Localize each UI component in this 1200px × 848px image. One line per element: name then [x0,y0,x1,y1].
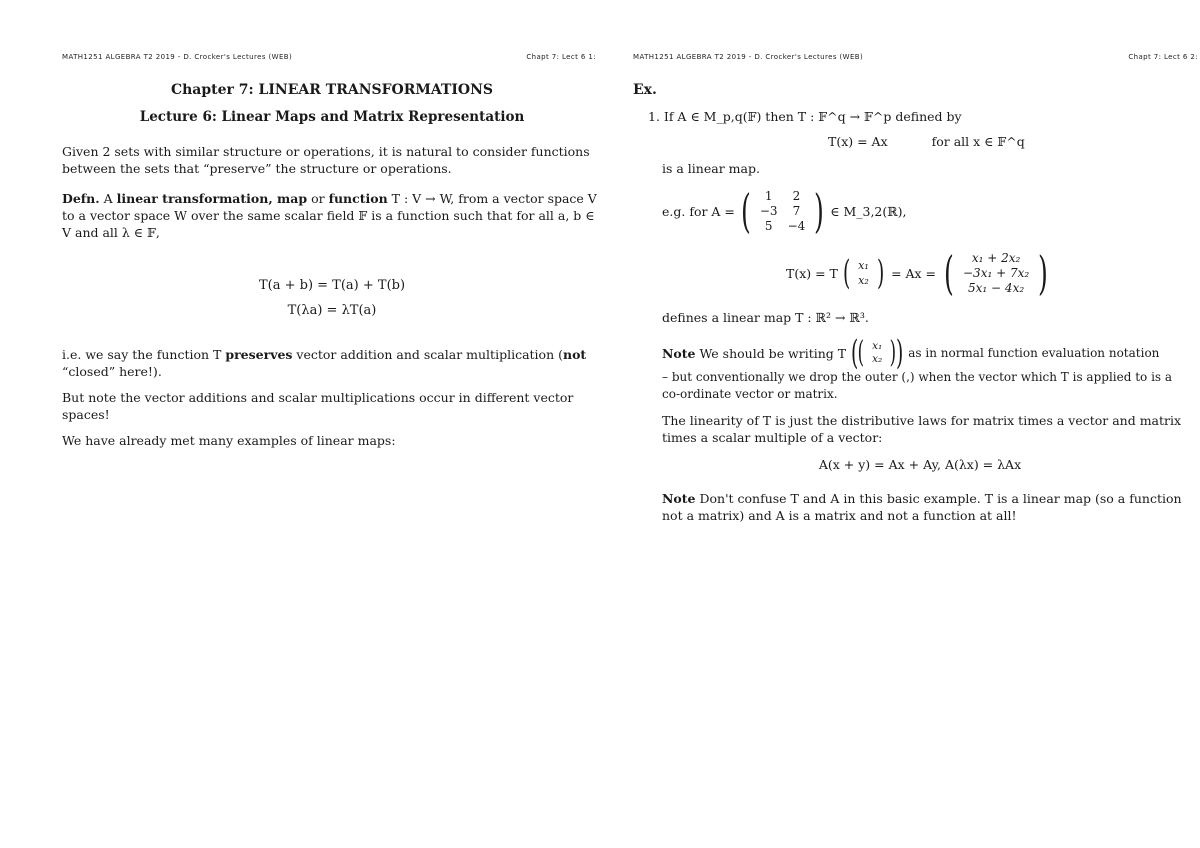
vec-left-paren: ( [842,253,851,293]
defn-label: Defn. [62,191,100,206]
note1-post: as in normal function evaluation notation [908,346,1160,360]
ie-not: not [562,347,587,362]
result-left-paren: ( [944,246,954,300]
preserves-paragraph [62,346,602,380]
result-right-paren: ) [1038,246,1049,300]
item1-text: 1. If A ∈ M_p,q(𝔽) then T : 𝔽^q → 𝔽^p defined by [648,109,962,124]
matrix-a-cell: 7 [792,203,801,218]
result-entry: −3x₁ + 7x₂ [963,265,1030,280]
result-entry: 5x₁ − 4x₂ [968,280,1025,295]
linearity-paragraph: The linearity of T is just the distributive laws for matrix times a vector and matrix times a scalar multiple of a vector: [662,413,1182,445]
matrix-a-cell: 5 [764,218,773,233]
right-header: MATH1251 ALGEBRA T2 2019 - D. Crocker's Lectures (WEB) [633,53,864,61]
vector-x-entry: x₂ [858,274,869,287]
tx-mid: = Ax = [891,265,937,281]
matrix-a-cell: −3 [759,203,778,218]
right-page-number: Chapt 7: Lect 6 2: [1128,53,1198,61]
item1-eq-right: for all x ∈ 𝔽^q [931,134,1025,149]
defn-or: or [307,191,329,206]
eg-prefix: e.g. for A = [662,203,735,219]
equation-additivity: T(a + b) = T(a) + T(b) [258,278,406,293]
left-header: MATH1251 ALGEBRA T2 2019 - D. Crocker's Lectures (WEB) [62,53,293,61]
outer-left-paren: ( [851,333,859,373]
result-entry: x₁ + 2x₂ [971,250,1021,265]
note-vector-entry: x₂ [872,353,883,365]
example-label: Ex. [633,82,657,98]
vector-x [853,258,874,288]
defn-terms: linear transformation, map [116,191,308,206]
lecture-title: Lecture 6: Linear Maps and Matrix Representation [139,109,525,125]
matrix-a [755,189,810,234]
note1-pre: We should be writing T [695,345,847,361]
left-page-number: Chapt 7: Lect 6 1: [526,53,596,61]
matrix-a-cell: −4 [787,218,806,233]
note1-line [662,333,1160,373]
definition-paragraph [62,190,607,241]
outer-right-paren: ) [895,333,904,373]
vector-x-entry: x₁ [858,259,869,272]
eg-suffix: ∈ M_3,2(ℝ), [830,203,907,219]
ie-preserves: preserves [225,347,293,362]
item1-eq-left: T(x) = Ax [828,134,888,149]
note1-label: Note [662,345,696,361]
note2-label: Note [662,491,696,506]
tx-prefix: T(x) = T [786,265,838,281]
is-linear-map: is a linear map. [662,161,760,176]
defn-function: function [328,191,388,206]
equation-homogeneity: T(λa) = λT(a) [287,303,377,318]
result-vector [958,251,1034,296]
matrix-right-paren: ) [814,184,825,238]
defn-a: A [99,191,117,206]
ie-pre: i.e. we say the function T [62,347,226,362]
right-page [600,0,1200,848]
note-vector-entry: x₁ [872,340,883,352]
but-note-paragraph: But note the vector additions and scalar multiplications occur in different vector spaces! [62,390,574,422]
distributive-equation: A(x + y) = Ax + Ay, A(λx) = λAx [818,457,1022,472]
ie-post: “closed” here!). [62,364,162,379]
inner-right-paren: ) [889,335,897,370]
note-vector-x [867,340,887,366]
note2-text: Don't confuse T and A in this basic example. T is a linear map (so a function not a matrix) and A is a matrix and not a function at all! [662,491,1182,523]
note2-paragraph [662,490,1182,524]
already-met-paragraph: We have already met many examples of linear maps: [62,433,396,448]
tx-equation-line [786,244,1052,302]
intro-paragraph: Given 2 sets with similar structure or operations, it is natural to consider functions between the sets that “preserve” the structure or operations. [62,144,590,176]
item1-equation [828,134,1025,149]
chapter-title: Chapter 7: LINEAR TRANSFORMATIONS [170,82,494,98]
defines-linear-map: defines a linear map T : ℝ² → ℝ³. [662,310,869,325]
matrix-a-cell: 1 [764,188,773,203]
vec-right-paren: ) [876,253,885,293]
ie-mid: vector addition and scalar multiplication ( [292,347,563,362]
defn-rest: T : V → W, from a vector space V to a vector space W over the same scalar field 𝔽 is a function such that for all a, b ∈ V and all λ ∈ 𝔽, [62,191,597,240]
inner-left-paren: ( [858,335,865,370]
note1-continuation: – but conventionally we drop the outer (,) when the vector which T is applied to is a co-ordinate vector or matrix. [662,370,1173,401]
example-matrix-line [662,183,907,239]
matrix-left-paren: ( [740,184,751,238]
matrix-a-cell: 2 [792,188,801,203]
